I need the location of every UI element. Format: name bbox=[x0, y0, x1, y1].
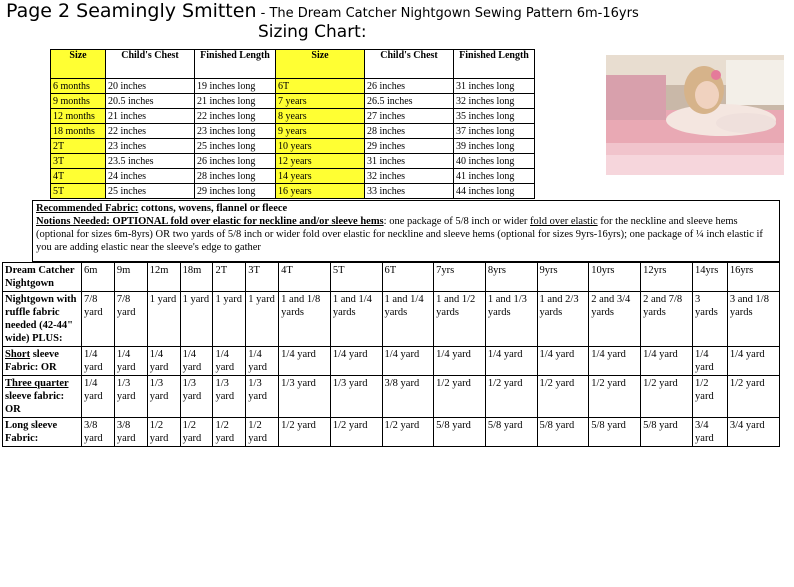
length-cell: 22 inches long bbox=[195, 109, 276, 124]
yardage-table bbox=[2, 262, 780, 447]
yardage-row-label bbox=[3, 376, 82, 418]
size-cell: 7 years bbox=[276, 94, 365, 109]
length-cell: 26 inches long bbox=[195, 154, 276, 169]
length-cell: 41 inches long bbox=[454, 169, 535, 184]
sizing-row bbox=[51, 109, 535, 124]
yardage-cell: 1/4 yard bbox=[279, 347, 331, 376]
yardage-size-header: 4T bbox=[279, 263, 331, 292]
size-cell: 12 months bbox=[51, 109, 106, 124]
sizing-header: Size bbox=[276, 50, 365, 79]
chest-cell: 20 inches bbox=[106, 79, 195, 94]
yardage-cell: 1/3 yard bbox=[279, 376, 331, 418]
yardage-cell: 3/8 yard bbox=[82, 418, 115, 447]
chest-cell: 24 inches bbox=[106, 169, 195, 184]
yardage-cell: 3/4 yard bbox=[693, 418, 728, 447]
girl-in-nightgown-photo bbox=[606, 55, 784, 175]
length-cell: 44 inches long bbox=[454, 184, 535, 199]
yardage-cell: 3/4 yard bbox=[727, 418, 779, 447]
page-subtitle: - The Dream Catcher Nightgown Sewing Pattern 6m-16yrs bbox=[256, 6, 639, 21]
yardage-cell: 5/8 yard bbox=[485, 418, 537, 447]
length-cell: 25 inches long bbox=[195, 139, 276, 154]
yardage-cell: 1/4 yard bbox=[114, 347, 147, 376]
sizing-row bbox=[51, 94, 535, 109]
sizing-row bbox=[51, 169, 535, 184]
yardage-row-label-rest: sleeve Fabric: OR bbox=[5, 349, 59, 373]
yardage-cell: 1 yard bbox=[180, 292, 213, 347]
yardage-cell: 1 and 1/8 yards bbox=[279, 292, 331, 347]
yardage-cell: 1/4 yard bbox=[246, 347, 279, 376]
yardage-header-row bbox=[3, 263, 780, 292]
sizing-header: Child's Chest bbox=[106, 50, 195, 79]
chest-cell: 26.5 inches bbox=[365, 94, 454, 109]
yardage-cell: 5/8 yard bbox=[537, 418, 589, 447]
yardage-cell: 5/8 yard bbox=[641, 418, 693, 447]
yardage-size-header: 9yrs bbox=[537, 263, 589, 292]
notions-label: Notions Needed: OPTIONAL fold over elastic for neckline and/or sleeve hems bbox=[36, 216, 384, 227]
yardage-size-header: 8yrs bbox=[485, 263, 537, 292]
sizing-table bbox=[50, 49, 535, 199]
yardage-cell: 1 yard bbox=[213, 292, 246, 347]
yardage-cell: 3 and 1/8 yards bbox=[727, 292, 779, 347]
yardage-row-label-underlined: Short bbox=[5, 349, 31, 360]
yardage-cell: 1/2 yard bbox=[727, 376, 779, 418]
chest-cell: 29 inches bbox=[365, 139, 454, 154]
size-cell: 8 years bbox=[276, 109, 365, 124]
page-header bbox=[6, 0, 639, 22]
yardage-cell: 1 and 1/2 yards bbox=[434, 292, 486, 347]
sizing-header: Child's Chest bbox=[365, 50, 454, 79]
yardage-size-header: 16yrs bbox=[727, 263, 779, 292]
size-cell: 12 years bbox=[276, 154, 365, 169]
length-cell: 35 inches long bbox=[454, 109, 535, 124]
yardage-cell: 1/3 yard bbox=[114, 376, 147, 418]
size-cell: 2T bbox=[51, 139, 106, 154]
size-cell: 4T bbox=[51, 169, 106, 184]
yardage-size-header: 7yrs bbox=[434, 263, 486, 292]
yardage-size-header: 2T bbox=[213, 263, 246, 292]
yardage-size-header: 6T bbox=[382, 263, 434, 292]
yardage-cell: 1/4 yard bbox=[382, 347, 434, 376]
yardage-row bbox=[3, 376, 780, 418]
yardage-cell: 1/2 yard bbox=[537, 376, 589, 418]
chest-cell: 27 inches bbox=[365, 109, 454, 124]
length-cell: 37 inches long bbox=[454, 124, 535, 139]
sizing-row bbox=[51, 139, 535, 154]
yardage-cell: 1/4 yard bbox=[693, 347, 728, 376]
length-cell: 19 inches long bbox=[195, 79, 276, 94]
chest-cell: 31 inches bbox=[365, 154, 454, 169]
size-cell: 3T bbox=[51, 154, 106, 169]
yardage-row-label-rest: sleeve fabric: OR bbox=[5, 391, 65, 415]
chest-cell: 23 inches bbox=[106, 139, 195, 154]
chest-cell: 20.5 inches bbox=[106, 94, 195, 109]
length-cell: 29 inches long bbox=[195, 184, 276, 199]
yardage-cell: 1 and 1/3 yards bbox=[485, 292, 537, 347]
yardage-cell: 1/4 yard bbox=[537, 347, 589, 376]
yardage-cell: 5/8 yard bbox=[434, 418, 486, 447]
yardage-cell: 3/8 yard bbox=[114, 418, 147, 447]
sizing-header: Size bbox=[51, 50, 106, 79]
chest-cell: 23.5 inches bbox=[106, 154, 195, 169]
yardage-cell: 1/2 yard bbox=[180, 418, 213, 447]
yardage-cell: 1/4 yard bbox=[727, 347, 779, 376]
yardage-cell: 5/8 yard bbox=[589, 418, 641, 447]
yardage-cell: 3/8 yard bbox=[382, 376, 434, 418]
yardage-cell: 1/4 yard bbox=[82, 376, 115, 418]
yardage-cell: 1/4 yard bbox=[180, 347, 213, 376]
yardage-size-header: 12m bbox=[147, 263, 180, 292]
yardage-row-label: Long sleeve Fabric: bbox=[3, 418, 82, 447]
yardage-cell: 1 yard bbox=[147, 292, 180, 347]
yardage-cell: 1/4 yard bbox=[485, 347, 537, 376]
yardage-cell: 1/4 yard bbox=[82, 347, 115, 376]
sizing-header-row bbox=[51, 50, 535, 79]
yardage-cell: 1/2 yard bbox=[693, 376, 728, 418]
yardage-row bbox=[3, 418, 780, 447]
yardage-cell: 1 and 2/3 yards bbox=[537, 292, 589, 347]
page-title: Page 2 Seamingly Smitten bbox=[6, 0, 257, 22]
yardage-cell: 1/2 yard bbox=[589, 376, 641, 418]
size-cell: 16 years bbox=[276, 184, 365, 199]
size-cell: 9 months bbox=[51, 94, 106, 109]
yardage-size-header: 12yrs bbox=[641, 263, 693, 292]
yardage-cell: 1/3 yard bbox=[180, 376, 213, 418]
sizing-row bbox=[51, 79, 535, 94]
yardage-cell: 3 yards bbox=[693, 292, 728, 347]
notions-line bbox=[36, 215, 776, 254]
yardage-cell: 1 and 1/4 yards bbox=[382, 292, 434, 347]
yardage-cell: 1/2 yard bbox=[485, 376, 537, 418]
yardage-cell: 1/2 yard bbox=[279, 418, 331, 447]
length-cell: 32 inches long bbox=[454, 94, 535, 109]
yardage-row bbox=[3, 292, 780, 347]
notions-foe: fold over elastic bbox=[530, 216, 598, 227]
yardage-cell: 1/4 yard bbox=[641, 347, 693, 376]
yardage-cell: 1/4 yard bbox=[213, 347, 246, 376]
yardage-cell: 1 and 1/4 yards bbox=[330, 292, 382, 347]
length-cell: 40 inches long bbox=[454, 154, 535, 169]
size-cell: 14 years bbox=[276, 169, 365, 184]
sizing-row bbox=[51, 184, 535, 199]
sizing-chart-title: Sizing Chart: bbox=[258, 22, 367, 42]
sizing-row bbox=[51, 154, 535, 169]
yardage-cell: 1/4 yard bbox=[434, 347, 486, 376]
recommended-fabric-label: Recommended Fabric: bbox=[36, 203, 139, 214]
yardage-cell: 1/3 yard bbox=[213, 376, 246, 418]
chest-cell: 26 inches bbox=[365, 79, 454, 94]
yardage-cell: 1/2 yard bbox=[641, 376, 693, 418]
yardage-cell: 1/2 yard bbox=[213, 418, 246, 447]
chest-cell: 33 inches bbox=[365, 184, 454, 199]
chest-cell: 25 inches bbox=[106, 184, 195, 199]
yardage-cell: 1/3 yard bbox=[147, 376, 180, 418]
yardage-size-header: 5T bbox=[330, 263, 382, 292]
yardage-row-label-underlined: Three quarter bbox=[5, 378, 69, 389]
yardage-cell: 1/2 yard bbox=[246, 418, 279, 447]
yardage-cell: 1 yard bbox=[246, 292, 279, 347]
yardage-row bbox=[3, 347, 780, 376]
yardage-corner: Dream Catcher Nightgown bbox=[3, 263, 82, 292]
yardage-row-label bbox=[3, 347, 82, 376]
size-cell: 9 years bbox=[276, 124, 365, 139]
size-cell: 6 months bbox=[51, 79, 106, 94]
length-cell: 23 inches long bbox=[195, 124, 276, 139]
length-cell: 28 inches long bbox=[195, 169, 276, 184]
yardage-size-header: 10yrs bbox=[589, 263, 641, 292]
yardage-cell: 7/8 yard bbox=[82, 292, 115, 347]
yardage-cell: 1/3 yard bbox=[246, 376, 279, 418]
chest-cell: 22 inches bbox=[106, 124, 195, 139]
yardage-size-header: 9m bbox=[114, 263, 147, 292]
yardage-cell: 1/2 yard bbox=[147, 418, 180, 447]
notions-text-1: : one package of 5/8 inch or wider bbox=[383, 216, 531, 227]
fabric-notes bbox=[32, 200, 780, 262]
recommended-fabric-text: cottons, wovens, flannel or fleece bbox=[138, 203, 288, 214]
chest-cell: 28 inches bbox=[365, 124, 454, 139]
sizing-header: Finished Length bbox=[195, 50, 276, 79]
yardage-size-header: 6m bbox=[82, 263, 115, 292]
recommended-fabric-line bbox=[36, 202, 776, 215]
yardage-size-header: 3T bbox=[246, 263, 279, 292]
yardage-cell: 1/2 yard bbox=[330, 418, 382, 447]
yardage-size-header: 14yrs bbox=[693, 263, 728, 292]
chest-cell: 32 inches bbox=[365, 169, 454, 184]
yardage-row-label: Nightgown with ruffle fabric needed (42-44" wide) PLUS: bbox=[3, 292, 82, 347]
notions-text-2: for the neckline and sleeve hems (optional for sizes 6m-8yrs) OR two yards of 5/8 inch or wider fold over elastic for neckline and sleeve hems (optional for sizes 9yrs-16yrs); one package of ¼ inch elastic if you are adding elastic near the sleeve's edge to gather bbox=[36, 216, 763, 253]
chest-cell: 21 inches bbox=[106, 109, 195, 124]
size-cell: 6T bbox=[276, 79, 365, 94]
yardage-cell: 7/8 yard bbox=[114, 292, 147, 347]
size-cell: 10 years bbox=[276, 139, 365, 154]
length-cell: 31 inches long bbox=[454, 79, 535, 94]
yardage-cell: 2 and 3/4 yards bbox=[589, 292, 641, 347]
length-cell: 39 inches long bbox=[454, 139, 535, 154]
yardage-cell: 2 and 7/8 yards bbox=[641, 292, 693, 347]
size-cell: 18 months bbox=[51, 124, 106, 139]
size-cell: 5T bbox=[51, 184, 106, 199]
yardage-size-header: 18m bbox=[180, 263, 213, 292]
sizing-row bbox=[51, 124, 535, 139]
yardage-cell: 1/2 yard bbox=[434, 376, 486, 418]
yardage-cell: 1/4 yard bbox=[589, 347, 641, 376]
yardage-cell: 1/2 yard bbox=[382, 418, 434, 447]
yardage-cell: 1/4 yard bbox=[330, 347, 382, 376]
length-cell: 21 inches long bbox=[195, 94, 276, 109]
yardage-cell: 1/3 yard bbox=[330, 376, 382, 418]
yardage-cell: 1/4 yard bbox=[147, 347, 180, 376]
sizing-header: Finished Length bbox=[454, 50, 535, 79]
